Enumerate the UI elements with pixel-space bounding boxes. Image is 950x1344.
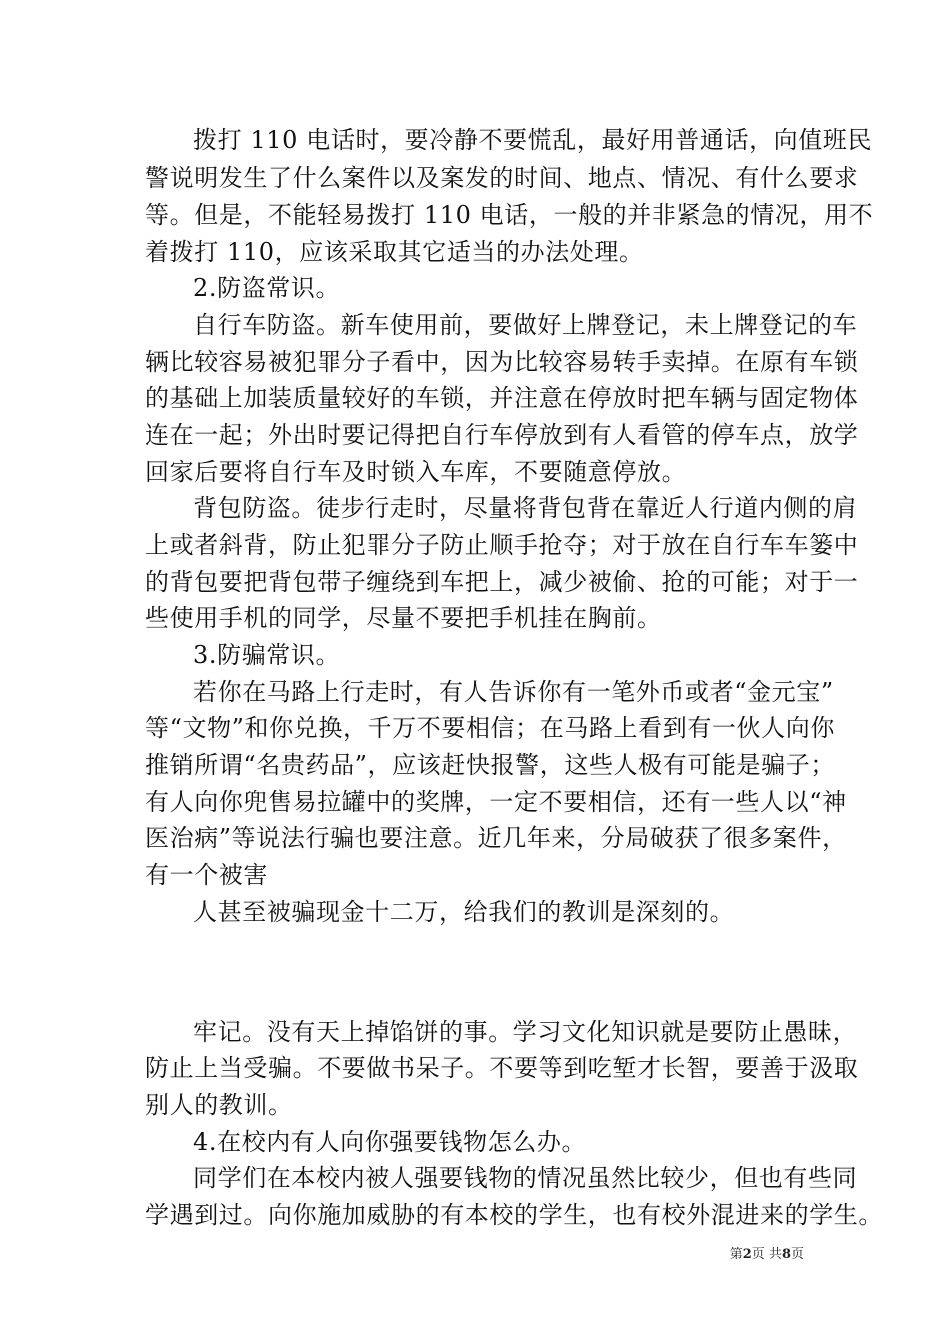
footer-prefix: 第 [729, 1247, 743, 1262]
section-heading: 4.在校内有人向你强要钱物怎么办。 [193, 1128, 587, 1156]
body-line: 拨打 110 电话时，要冷静不要慌乱，最好用普通话，向值班民 [193, 126, 873, 154]
body-line: 有一个被害 [145, 861, 268, 889]
body-line: 有人向你兜售易拉罐中的奖牌，一定不要相信，还有一些人以“神 [145, 788, 847, 816]
body-line: 上或者斜背，防止犯罪分子防止顺手抢夺；对于放在自行车车篓中 [145, 531, 859, 559]
body-line: 若你在马路上行走时，有人告诉你有一笔外币或者“金元宝” [193, 678, 834, 706]
body-line: 连在一起；外出时要记得把自行车停放到有人看管的停车点，放学 [145, 421, 859, 449]
section-heading: 3.防骗常识。 [193, 641, 341, 669]
body-line: 医治病”等说法行骗也要注意。近几年来，分局破获了很多案件， [145, 824, 847, 852]
body-line: 别人的教训。 [145, 1091, 293, 1119]
footer-middle: 页 共 [751, 1247, 782, 1262]
page-number-footer [730, 1247, 804, 1263]
body-line: 背包防盗。徒步行走时，尽量将背包背在靠近人行道内侧的肩 [193, 494, 858, 522]
body-line: 辆比较容易被犯罪分子看中，因为比较容易转手卖掉。在原有车锁 [145, 348, 859, 376]
footer-suffix: 页 [790, 1247, 804, 1262]
body-line: 人甚至被骗现金十二万，给我们的教训是深刻的。 [193, 898, 735, 926]
body-line: 回家后要将自行车及时锁入车库，不要随意停放。 [145, 458, 687, 486]
body-line: 防止上当受骗。不要做书呆子。不要等到吃堑才长智，要善于汲取 [145, 1054, 859, 1082]
body-line: 牢记。没有天上掉馅饼的事。学习文化知识就是要防止愚昧， [193, 1018, 858, 1046]
body-line: 着拨打 110，应该采取其它适当的办法处理。 [145, 238, 644, 266]
body-line: 警说明发生了什么案件以及案发的时间、地点、情况、有什么要求 [145, 164, 859, 192]
body-line: 学遇到过。向你施加威胁的有本校的学生，也有校外混进来的学生。 [145, 1201, 883, 1229]
footer-total-pages: 8 [781, 1247, 791, 1262]
body-line: 的背包要把背包带子缠绕到车把上，减少被偷、抢的可能；对于一 [145, 568, 859, 596]
body-line: 推销所谓“名贵药品”，应该赶快报警，这些人极有可能是骗子； [145, 751, 835, 779]
body-line: 的基础上加装质量较好的车锁，并注意在停放时把车辆与固定物体 [145, 384, 859, 412]
body-line: 些使用手机的同学，尽量不要把手机挂在胸前。 [145, 604, 662, 632]
body-line: 等。但是，不能轻易拨打 110 电话，一般的并非紧急的情况，用不 [145, 201, 874, 229]
body-line: 同学们在本校内被人强要钱物的情况虽然比较少，但也有些同 [193, 1164, 858, 1192]
footer-page-number: 2 [742, 1247, 752, 1262]
body-line: 等“文物”和你兑换，千万不要相信；在马路上看到有一伙人向你 [145, 714, 835, 742]
body-line: 自行车防盗。新车使用前，要做好上牌登记，未上牌登记的车 [193, 311, 858, 339]
section-heading: 2.防盗常识。 [193, 274, 341, 302]
